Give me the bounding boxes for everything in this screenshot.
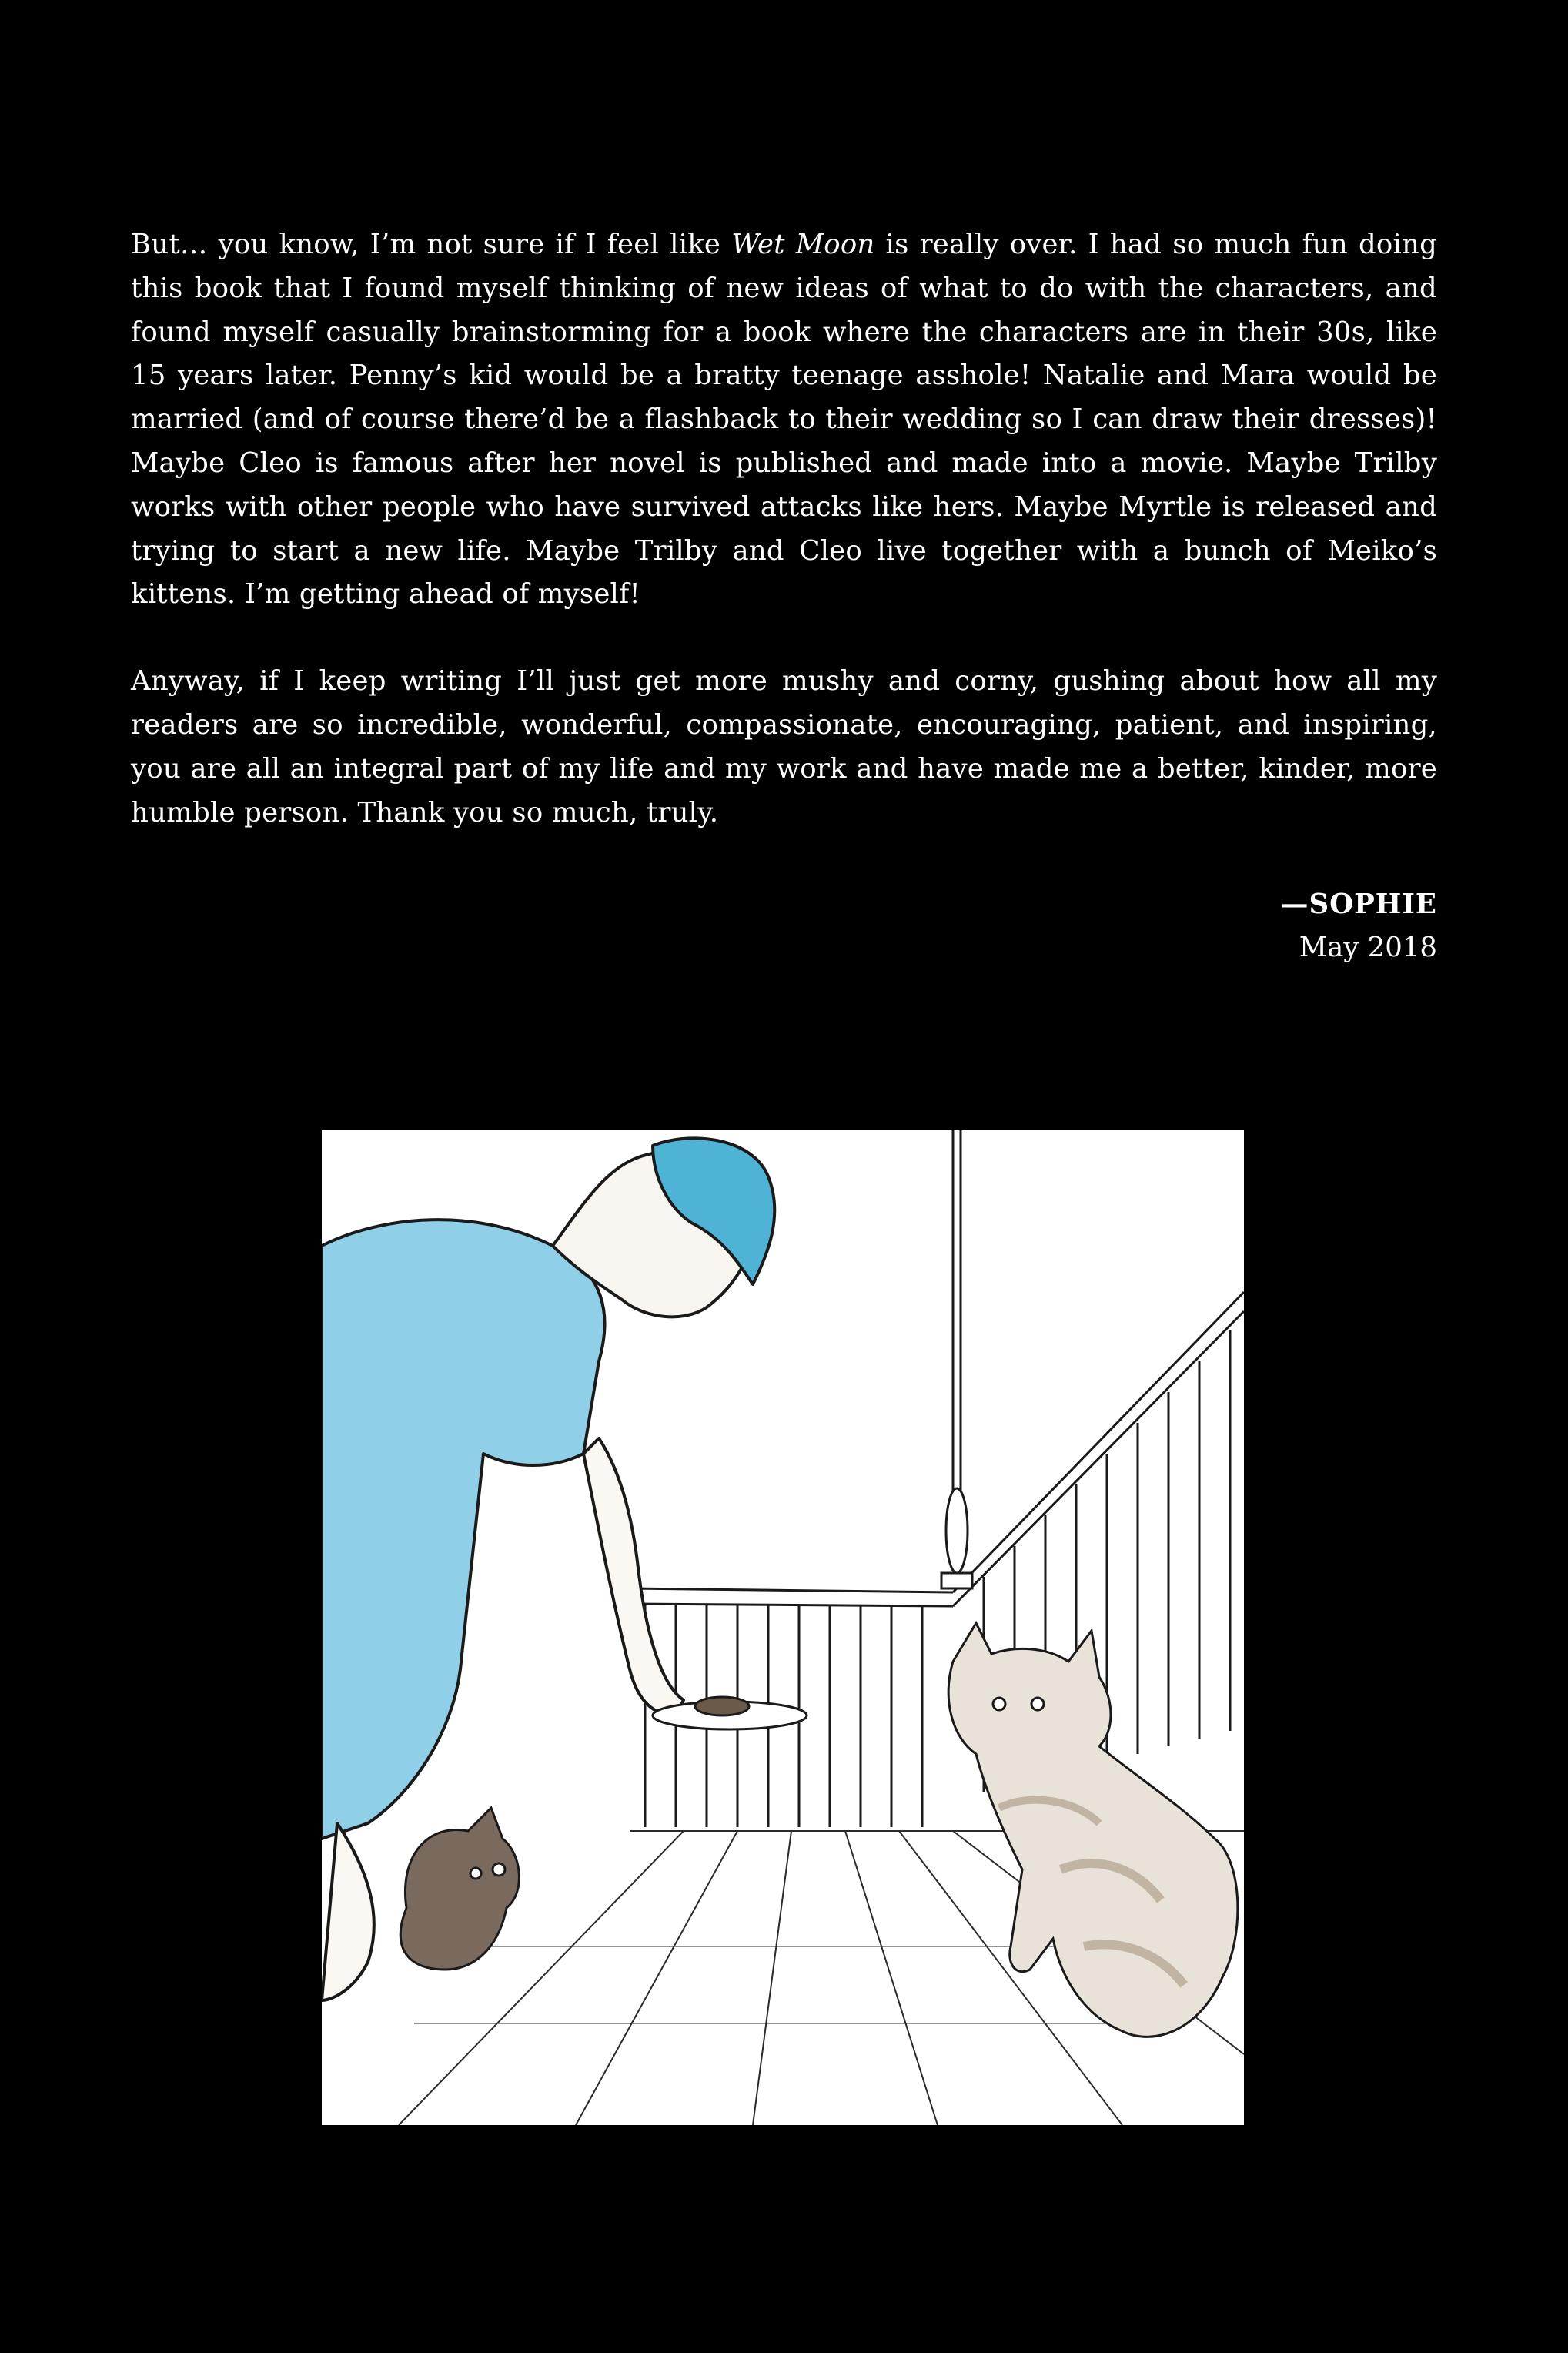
book-title: Wet Moon bbox=[731, 229, 875, 260]
paragraph-2: Anyway, if I keep writing I’ll just get more mushy and corny, gushing about how all my readers are so incredible, wonderful, compassionate, encouraging, patient, and inspiring, you are all an integral part of my life and my work and have made me a better, kinder, more humble person. Thank you so much, truly. bbox=[131, 665, 1437, 828]
paragraph-1 bbox=[131, 223, 1437, 617]
paragraph-1-start: But… you know, I’m not sure if I feel like bbox=[131, 229, 732, 260]
illustration-panel bbox=[322, 1130, 1244, 2125]
signature-block bbox=[1281, 883, 1437, 969]
author-signature: —SOPHIE bbox=[1281, 889, 1437, 920]
feeding-cats-illustration bbox=[322, 1130, 1244, 2125]
paragraph-1-rest: is really over. I had so much fun doing this book that I found myself thinking of new ideas of what to do with the characters, and found myself casually brainstorming for a book where the characters are in their 30s, like 15 years later. Penny’s kid would be a bratty teenage asshole! Natalie and Mara would be married (and of course there’d be a flashback to their wedding so I can draw their dresses)! Maybe Cleo is famous after her novel is published and made into a movie. Maybe Trilby works with other people who have survived attacks like hers. Maybe Myrtle is released and trying to start a new life. Maybe Trilby and Cleo live together with a bunch of Meiko’s kittens. I’m getting ahead of myself! bbox=[131, 229, 1438, 611]
signature-date: May 2018 bbox=[1299, 932, 1437, 963]
afterword-text bbox=[131, 223, 1437, 878]
